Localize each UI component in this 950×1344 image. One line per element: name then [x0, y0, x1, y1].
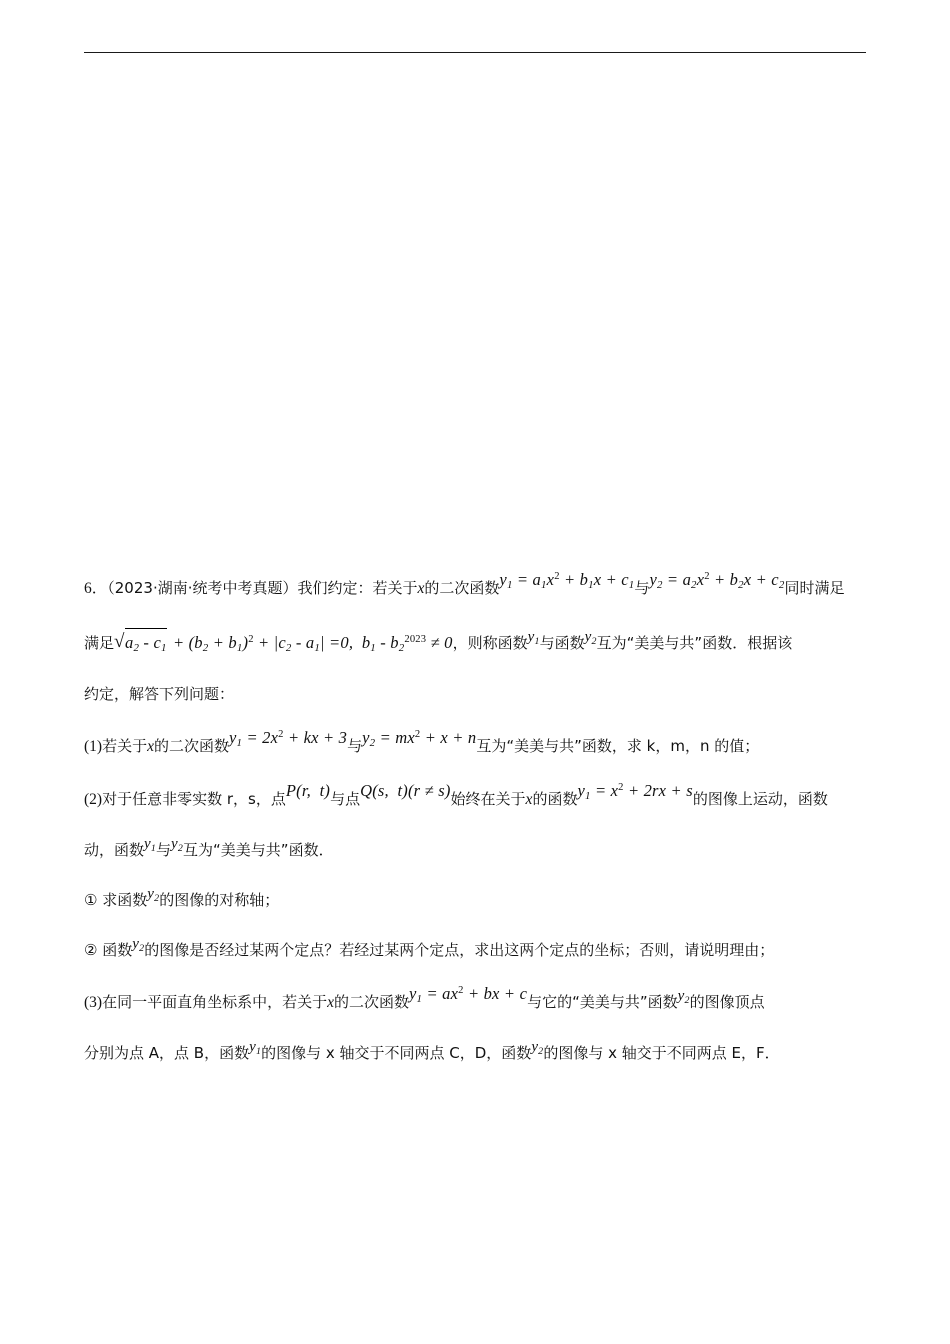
- problem-body: [84, 570, 874, 1093]
- problem-stem-line1: 6．（2023·湖南·统考中考真题）我们约定：若关于x的二次函数$y_1 = a_1x^2 + b_1x + c_1$与$y_2 = a_2x^2 + b_2x + c_2$同时满足: [84, 570, 845, 597]
- item-2-end: 互为“美美与共”函数．: [183, 840, 334, 859]
- item-2: [84, 780, 874, 813]
- stem-var-x: x: [417, 580, 425, 597]
- item-3b-text: 分别为点 A，点 B，函数: [84, 1044, 250, 1063]
- item-sub-1-before: 求函数: [102, 890, 148, 909]
- item-3b-label-y1: $y_1$: [249, 1039, 262, 1058]
- item-2-before: 对于任意非零实数 r，s，点: [102, 789, 286, 808]
- item-1-conj: 与: [347, 736, 363, 755]
- item-2-formula-c: $y_1 = x^2 + 2rx + s$: [577, 780, 693, 802]
- item-2-label-y1: $y_1$: [144, 835, 157, 854]
- item-2-id: (2): [84, 790, 103, 808]
- item-3-end: 的图像顶点: [689, 993, 765, 1012]
- stem-tail: 同时满足: [784, 579, 845, 597]
- problem-stem-line3: 约定，解答下列问题：: [84, 684, 235, 703]
- item-2-mid2: 的函数: [532, 789, 578, 808]
- item-2-cont: 动，函数$y_1$与$y_2$互为“美美与共”函数．: [84, 835, 334, 859]
- item-2-point-p: P(r, t): [285, 780, 331, 800]
- problem-stem-line2: 满足 √ $a_2 - c_1 + (b_2 + b_1)^2 + |c_2 - a_1| =0$, $b_1 - b_2^{2023} \ne 0$，则称函数$y_1$与函数$y_2$互为“美美与共”函数．根据该: [84, 628, 874, 657]
- stem-mid: 的二次函数: [424, 579, 500, 597]
- problem-source: （2023·湖南·统考中考真题）: [107, 579, 298, 597]
- item-1: [84, 727, 874, 760]
- item-1-mid: 的二次函数: [153, 736, 229, 755]
- problem-number: 6: [84, 580, 92, 597]
- formula-y1-definition: $y_1 = a_1x^2 + b_1x + c_1$: [499, 570, 635, 592]
- item-sub-2-after: 的图像是否经过某两个定点？若经过某两个定点，求出这两个定点的坐标；否则，请说明理由；: [144, 941, 775, 960]
- item-1-var: x: [147, 737, 154, 755]
- item-3-mid: 的二次函数: [333, 993, 409, 1012]
- item-3: [84, 984, 874, 1016]
- item-1-before: 若关于: [102, 736, 148, 755]
- item-sub-1-id: ①: [84, 890, 98, 909]
- item-3-before: 在同一平面直角坐标系中，若关于: [102, 993, 328, 1012]
- item-sub-2: [84, 936, 874, 963]
- item-3b-mid: 的图像与 x 轴交于不同两点 C，D，函数: [261, 1044, 532, 1063]
- item-2-after: 的图像上运动，函数: [692, 789, 828, 808]
- stem-and-word: 与函数: [539, 633, 585, 652]
- item-1-after: 互为“美美与共”函数，求 k，m，n 的值；: [476, 736, 760, 755]
- item-3b-end: 的图像与 x 轴交于不同两点 E，F．: [543, 1044, 780, 1063]
- item-3-id: (3): [84, 994, 103, 1012]
- item-sub-1: [84, 885, 874, 913]
- item-1-id: (1): [84, 737, 103, 755]
- item-3-label-y2: $y_2$: [677, 988, 690, 1007]
- stem-after-condition: ，则称函数: [452, 633, 528, 652]
- formula-y2-definition: $y_2 = a_2x^2 + b_2x + c_2$: [649, 570, 785, 592]
- header-rule: [84, 52, 866, 53]
- item-2-mid: 始终在关于: [450, 789, 526, 808]
- item-1-formula-a: $y_1 = 2x^2$ + kx + 3: [229, 727, 348, 749]
- item-1-formula-b: $y_2 = mx^2 + x + n$: [362, 727, 477, 749]
- item-3-after: 与它的“美美与共”函数: [527, 993, 678, 1012]
- item-3b-label-y2: $y_2$: [531, 1039, 544, 1058]
- item-3-formula-a: $y_1 = ax^2$ + bx + c: [409, 984, 528, 1006]
- item-sub-1-after: 的图像的对称轴；: [159, 890, 280, 909]
- item-sub-2-id: ②: [84, 941, 98, 960]
- label-y1-a: $y_1$: [527, 628, 540, 647]
- item-3-var: x: [327, 994, 334, 1012]
- item-2-var: x: [525, 790, 533, 808]
- item-2-label-y2: $y_2$: [171, 835, 184, 854]
- condition-formula: √ $a_2 - c_1 + (b_2 + b_1)^2 + |c_2 - a_1| =0$, $b_1 - b_2^{2023} \ne 0$: [114, 633, 453, 652]
- item-2-conj2: 与: [156, 840, 172, 859]
- item-2-conj: 与点: [330, 789, 361, 808]
- stem-lead: 我们约定：若关于: [297, 579, 418, 597]
- label-y2-a: $y_2$: [584, 628, 597, 647]
- item-sub-2-before: 函数: [102, 941, 133, 960]
- item-sub-1-label-y2: $y_2$: [147, 885, 160, 904]
- stem-conj: 与: [634, 579, 650, 597]
- item-3-cont: [84, 1039, 874, 1066]
- item-sub-2-label-y2: $y_2$: [132, 936, 145, 954]
- item-2-point-q: Q(s, t)(r ≠ s): [360, 780, 451, 800]
